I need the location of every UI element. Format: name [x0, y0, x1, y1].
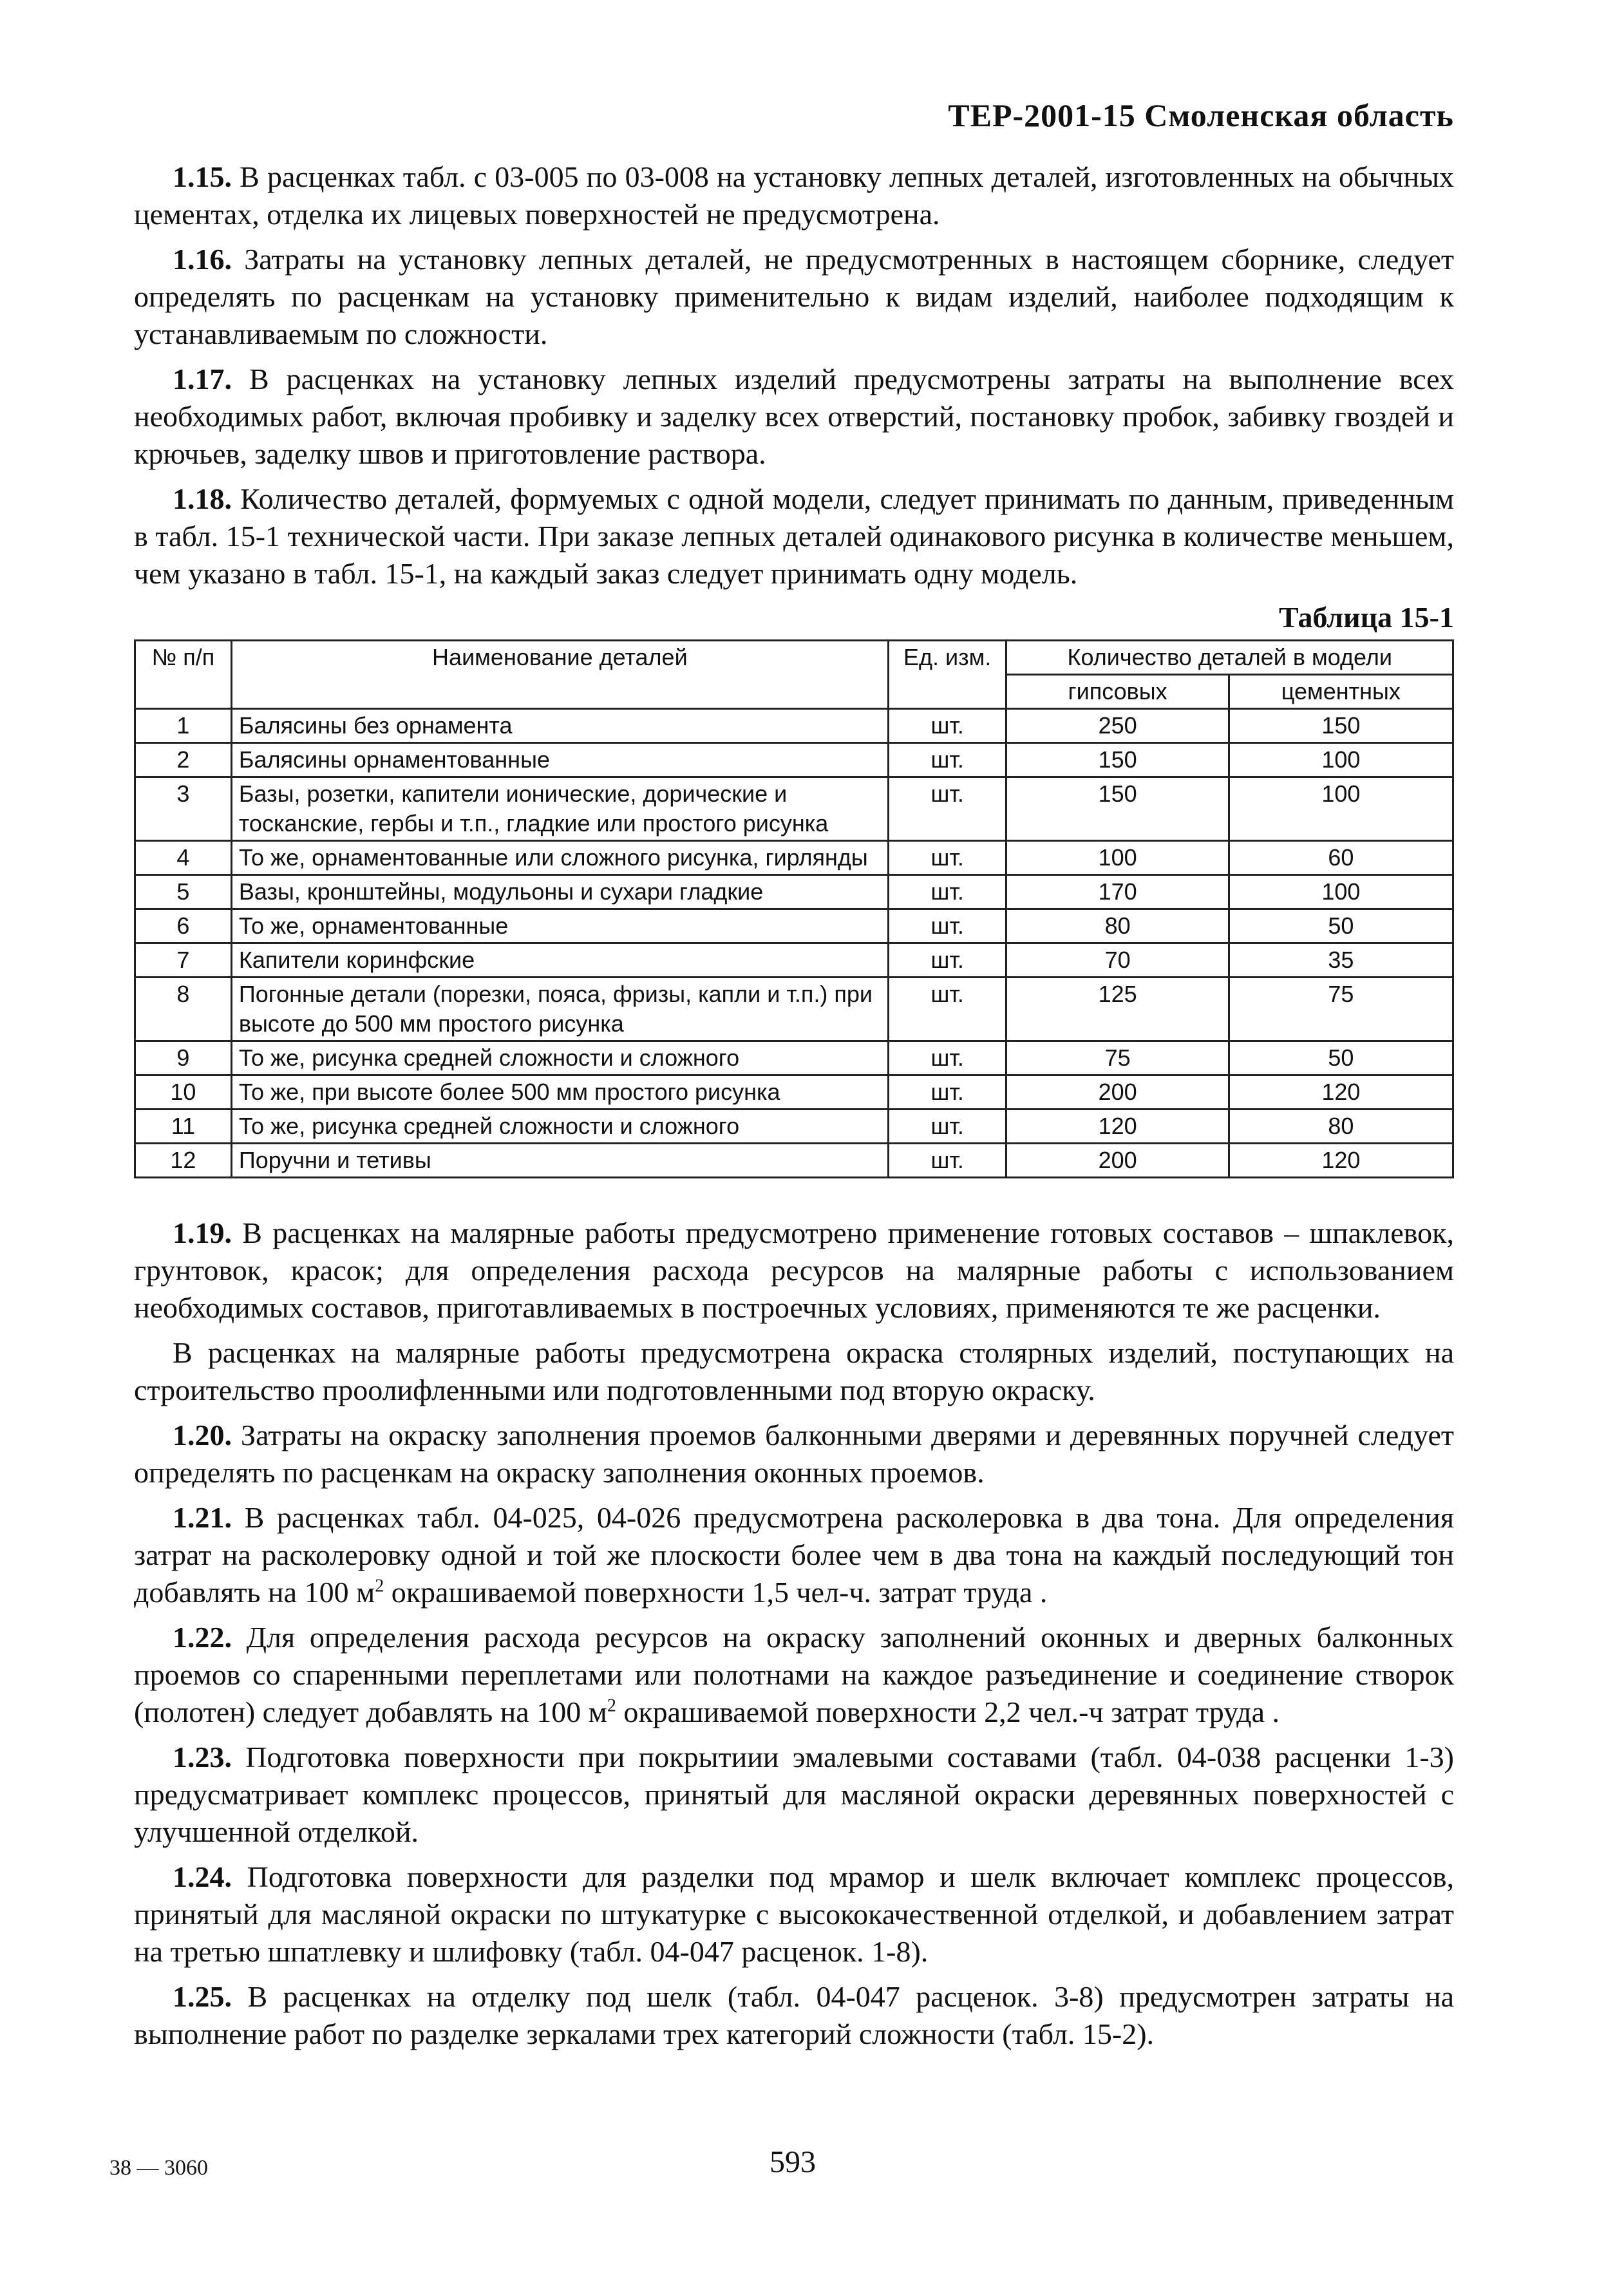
row-name: Вазы, кронштейны, модульоны и сухари гладкие	[231, 875, 888, 909]
paragraph-text: В расценках табл. 04-025, 04-026 предусмотрена расколеровка в два тона. Для определения затрат на расколеровку одной и той же плоскости более чем в два тона на каждый последующий тон добавлять на 100 м	[134, 1501, 1454, 1609]
row-gyps: 80	[1006, 909, 1229, 943]
paragraph-text: Затраты на установку лепных деталей, не предусмотренных в настоящем сборнике, следует определять по расценкам на установку применительно к видам изделий, наиболее подходящим к устанавливаемым по сложности.	[134, 243, 1454, 350]
row-cem: 50	[1229, 1041, 1453, 1075]
paragraph-number: 1.15.	[173, 160, 232, 193]
table-row	[135, 709, 1453, 743]
table-row	[135, 777, 1453, 841]
row-unit: шт.	[888, 743, 1006, 777]
paragraph	[134, 241, 1454, 353]
paragraph	[134, 1334, 1454, 1409]
header-unit: Ед. изм.	[888, 641, 1006, 709]
paragraph-text: Затраты на окраску заполнения проемов балконными дверями и деревянных поручней следует определять по расценкам на окраску заполнения оконных проемов.	[134, 1419, 1454, 1489]
row-gyps: 170	[1006, 875, 1229, 909]
table-row	[135, 875, 1453, 909]
row-num: 9	[135, 1041, 232, 1075]
row-unit: шт.	[888, 1110, 1006, 1144]
paragraph-text: В расценках на отделку под шелк (табл. 04-047 расценок. 3-8) предусмотрен затраты на выполнение работ по разделке зеркалами трех категорий сложности (табл. 15-2).	[134, 1980, 1454, 2050]
row-gyps: 250	[1006, 709, 1229, 743]
row-num: 8	[135, 978, 232, 1041]
paragraph-text: Количество деталей, формуемых с одной модели, следует принимать по данным, приведенным в табл. 15-1 технической части. При заказе лепных деталей одинакового рисунка в количестве меньшем, чем указано в табл. 15-1, на каждый заказ следует принимать одну модель.	[134, 482, 1454, 590]
superscript: 2	[375, 1576, 384, 1596]
row-cem: 100	[1229, 743, 1453, 777]
table-row	[135, 909, 1453, 943]
row-gyps: 200	[1006, 1075, 1229, 1110]
table-row	[135, 978, 1453, 1041]
row-gyps: 150	[1006, 777, 1229, 841]
row-name: Базы, розетки, капители ионические, дорические и тосканские, гербы и т.п., гладкие или простого рисунка	[231, 777, 888, 841]
row-unit: шт.	[888, 841, 1006, 875]
paragraph-text: В расценках табл. с 03-005 по 03-008 на установку лепных деталей, изготовленных на обычных цементах, отделка их лицевых поверхностей не предусмотрена.	[134, 160, 1454, 231]
table-15-1	[134, 639, 1454, 1178]
row-gyps: 70	[1006, 943, 1229, 978]
paragraph-number: 1.23.	[173, 1741, 232, 1773]
paragraph-text: В расценках на малярные работы предусмотрена окраска столярных изделий, поступающих на строительство проолифленными или подготовленными под вторую окраску.	[134, 1336, 1454, 1406]
top-paragraphs	[134, 158, 1454, 592]
row-unit: шт.	[888, 943, 1006, 978]
row-cem: 150	[1229, 709, 1453, 743]
paragraph-text: Для определения расхода ресурсов на окраску заполнений оконных и дверных балконных проемов со спаренными переплетами или полотнами на каждое разъединение и соединение створок (полотен) следует добавлять на 100 м	[134, 1621, 1454, 1728]
paragraph-tail: окрашиваемой поверхности 1,5 чел-ч. затрат труда .	[384, 1576, 1048, 1609]
table-row	[135, 1110, 1453, 1144]
row-gyps: 125	[1006, 978, 1229, 1041]
header-cem: цементных	[1229, 675, 1453, 709]
paragraph-text: В расценках на малярные работы предусмотрено применение готовых составов – шпаклевок, грунтовок, красок; для определения расхода ресурсов на малярные работы с использованием необходимых составов, приготавливаемых в построечных условиях, применяются те же расценки.	[134, 1216, 1454, 1324]
header-name: Наименование деталей	[231, 641, 888, 709]
header-num: № п/п	[135, 641, 232, 709]
row-cem: 100	[1229, 777, 1453, 841]
row-name: Поручни и тетивы	[231, 1144, 888, 1178]
row-gyps: 120	[1006, 1110, 1229, 1144]
paragraph	[134, 1739, 1454, 1851]
row-name: То же, рисунка средней сложности и сложного	[231, 1041, 888, 1075]
row-gyps: 200	[1006, 1144, 1229, 1178]
paragraph	[134, 1499, 1454, 1611]
paragraph	[134, 1214, 1454, 1327]
row-name: То же, орнаментованные или сложного рисунка, гирлянды	[231, 841, 888, 875]
row-name: То же, рисунка средней сложности и сложного	[231, 1110, 888, 1144]
table-row	[135, 1144, 1453, 1178]
paragraph	[134, 1858, 1454, 1970]
paragraph-number: 1.24.	[173, 1860, 232, 1893]
paragraph-text: Подготовка поверхности при покрытиии эмалевыми составами (табл. 04-038 расценки 1-3) предусматривает комплекс процессов, принятый для масляной окраски деревянных поверхностей с улучшенной отделкой.	[134, 1741, 1454, 1848]
page-number: 593	[770, 2145, 816, 2179]
row-cem: 80	[1229, 1110, 1453, 1144]
paragraph	[134, 1619, 1454, 1731]
paragraph-tail: окрашиваемой поверхности 2,2 чел.-ч затрат труда .	[616, 1696, 1280, 1728]
paragraph-number: 1.22.	[173, 1621, 232, 1654]
row-gyps: 100	[1006, 841, 1229, 875]
row-gyps: 75	[1006, 1041, 1229, 1075]
header-group: Количество деталей в модели	[1006, 641, 1453, 675]
row-num: 2	[135, 743, 232, 777]
row-num: 11	[135, 1110, 232, 1144]
footer-code: 38 — 3060	[109, 2156, 208, 2180]
row-unit: шт.	[888, 1144, 1006, 1178]
row-cem: 120	[1229, 1144, 1453, 1178]
row-num: 12	[135, 1144, 232, 1178]
document-page	[134, 97, 1454, 2061]
row-unit: шт.	[888, 777, 1006, 841]
paragraph-number: 1.20.	[173, 1419, 232, 1451]
table-body	[135, 709, 1453, 1178]
row-cem: 100	[1229, 875, 1453, 909]
row-unit: шт.	[888, 1041, 1006, 1075]
paragraph-number: 1.21.	[173, 1501, 232, 1534]
row-unit: шт.	[888, 978, 1006, 1041]
row-name: То же, при высоте более 500 мм простого рисунка	[231, 1075, 888, 1110]
row-unit: шт.	[888, 875, 1006, 909]
row-num: 6	[135, 909, 232, 943]
row-name: То же, орнаментованные	[231, 909, 888, 943]
table-caption: Таблица 15-1	[1278, 601, 1454, 634]
table-row	[135, 841, 1453, 875]
row-unit: шт.	[888, 909, 1006, 943]
row-unit: шт.	[888, 709, 1006, 743]
paragraph	[134, 1978, 1454, 2053]
paragraph	[134, 480, 1454, 592]
paragraph	[134, 361, 1454, 473]
paragraph-number: 1.18.	[173, 482, 232, 515]
bottom-paragraphs	[134, 1214, 1454, 2053]
paragraph-text: Подготовка поверхности для разделки под мрамор и шелк включает комплекс процессов, принятый для масляной окраски по штукатурке с высококачественной отделкой, и добавлением затрат на третью шпатлевку и шлифовку (табл. 04-047 расценок. 1-8).	[134, 1860, 1454, 1968]
row-cem: 60	[1229, 841, 1453, 875]
table-row	[135, 943, 1453, 978]
paragraph	[134, 1417, 1454, 1491]
table-row	[135, 1041, 1453, 1075]
superscript: 2	[607, 1696, 616, 1716]
row-name: Балясины орнаментованные	[231, 743, 888, 777]
header-gyps: гипсовых	[1006, 675, 1229, 709]
paragraph-number: 1.17.	[173, 363, 232, 395]
row-unit: шт.	[888, 1075, 1006, 1110]
table-row	[135, 743, 1453, 777]
row-num: 10	[135, 1075, 232, 1110]
row-cem: 50	[1229, 909, 1453, 943]
paragraph-text: В расценках на установку лепных изделий предусмотрены затраты на выполнение всех необходимых работ, включая пробивку и заделку всех отверстий, постановку пробок, забивку гвоздей и крючьев, заделку швов и приготовление раствора.	[134, 363, 1454, 470]
row-num: 4	[135, 841, 232, 875]
table-row	[135, 1075, 1453, 1110]
row-cem: 35	[1229, 943, 1453, 978]
row-num: 1	[135, 709, 232, 743]
paragraph-number: 1.19.	[173, 1216, 232, 1249]
row-num: 5	[135, 875, 232, 909]
row-gyps: 150	[1006, 743, 1229, 777]
row-num: 7	[135, 943, 232, 978]
row-cem: 75	[1229, 978, 1453, 1041]
row-num: 3	[135, 777, 232, 841]
row-name: Балясины без орнамента	[231, 709, 888, 743]
page-header: ТЕР-2001-15 Смоленская область	[948, 97, 1454, 133]
row-name: Погонные детали (порезки, пояса, фризы, капли и т.п.) при высоте до 500 мм простого рисунка	[231, 978, 888, 1041]
paragraph	[134, 158, 1454, 233]
row-name: Капители коринфские	[231, 943, 888, 978]
row-cem: 120	[1229, 1075, 1453, 1110]
paragraph-number: 1.25.	[173, 1980, 232, 2013]
paragraph-number: 1.16.	[173, 243, 232, 276]
